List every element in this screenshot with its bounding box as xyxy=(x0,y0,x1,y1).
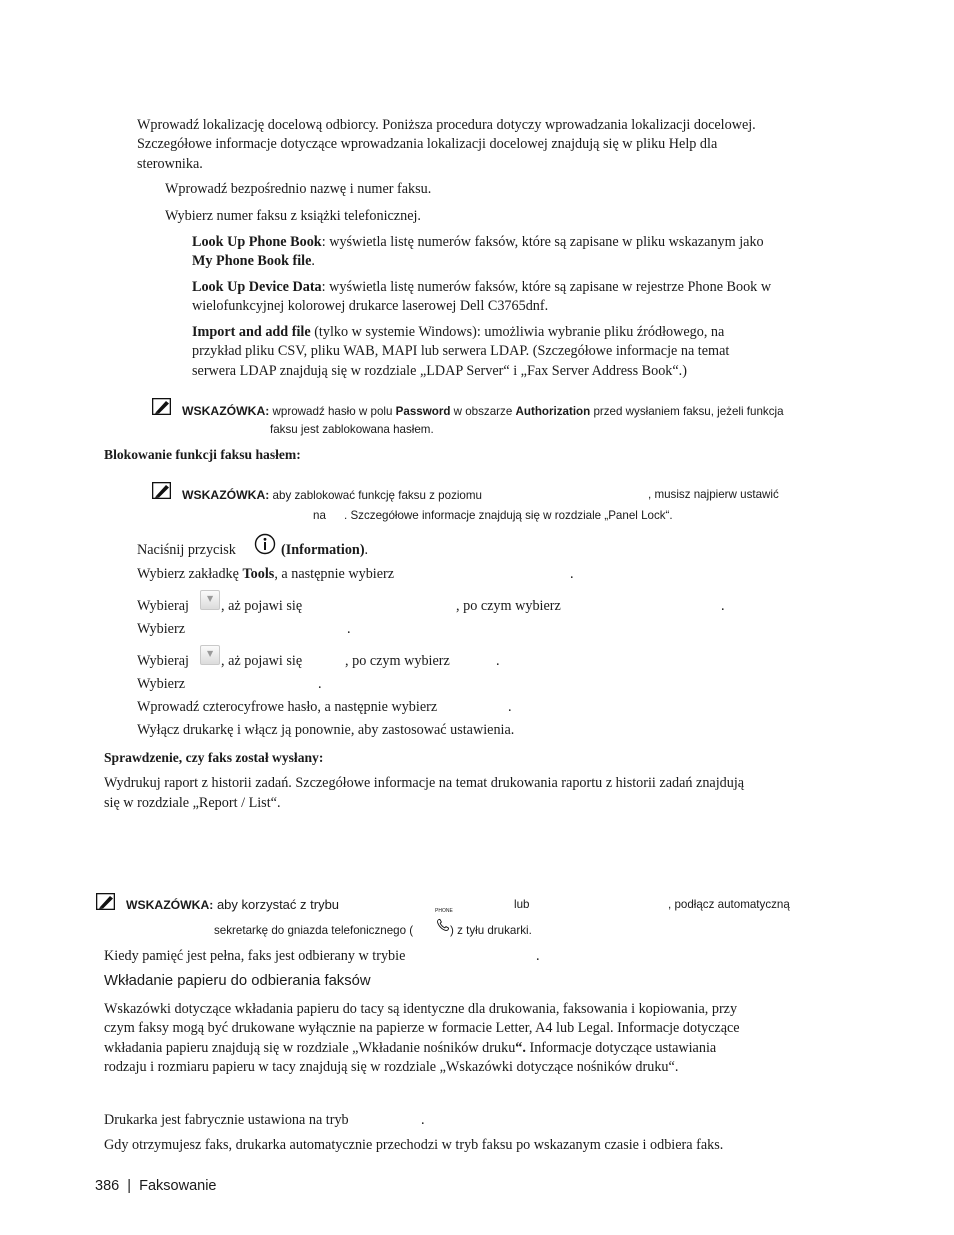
intro-line-3: sterownika. xyxy=(137,156,203,172)
step-enter-password: Wprowadź czterocyfrowe hasło, a następnie wybierz xyxy=(137,699,438,715)
paper-text-line-1: Wskazówki dotyczące wkładania papieru do tacy są identyczne dla drukowania, faksowania i kopiowania, przy xyxy=(104,1001,738,1017)
note-password-line-1: WSKAZÓWKA: wprowadź hasło w polu Password w obszarze Authorization przed wysłaniem faksu, jeżeli funkcja xyxy=(182,404,784,418)
scroll-down-icon: ▼ xyxy=(200,645,220,665)
note-panel-lock-ref: . Szczegółowe informacje znajdują się w rozdziale „Panel Lock“. xyxy=(344,509,673,522)
term-look-up-device-data: Look Up Device Data xyxy=(192,279,322,295)
step-press-information: Naciśnij przycisk xyxy=(137,542,236,558)
check-text-line-2: się w rozdziale „Report / List“. xyxy=(104,795,281,811)
term-my-phone-book-file: My Phone Book file xyxy=(192,253,312,269)
lookup-device-data-line-1: Look Up Device Data: wyświetla listę numerów faksów, które są zapisane w rejestrze Phone Book w xyxy=(192,279,772,295)
note-answering-machine-line-1: WSKAZÓWKA: aby korzystać z trybu xyxy=(126,897,340,912)
memory-full-text: Kiedy pamięć jest pełna, faks jest odbierany w trybie xyxy=(104,948,406,964)
pencil-note-icon xyxy=(152,482,171,499)
step-scroll-1: Wybieraj xyxy=(137,598,189,614)
section-name: Faksowanie xyxy=(139,1178,217,1194)
check-text-line-1: Wydrukuj raport z historii zadań. Szczegółowe informacje na temat drukowania raportu z historii zadań znajdują xyxy=(104,775,745,791)
step-select-1: Wybierz xyxy=(137,621,185,637)
note-panel-lock-na: na xyxy=(313,509,326,522)
heading-lock-fax: Blokowanie funkcji faksu hasłem: xyxy=(104,447,301,462)
pencil-note-icon xyxy=(96,893,115,910)
paper-text-line-2: czym faksy mogą być drukowane wyłącznie na papierze w formacie Letter, A4 lub Legal. Informacje dotyczące xyxy=(104,1020,740,1036)
note-label: WSKAZÓWKA: xyxy=(126,898,214,912)
scroll-down-icon: ▼ xyxy=(200,590,220,610)
note-password-line-2: faksu jest zablokowana hasłem. xyxy=(270,423,434,436)
info-icon xyxy=(254,533,276,555)
phone-port-label: PHONE xyxy=(435,908,453,914)
term-import-and-add-file: Import and add file xyxy=(192,324,311,340)
import-add-line-2: przykład pliku CSV, pliku WAB, MAPI lub serwera LDAP. (Szczegółowe informacje na temat xyxy=(192,343,730,359)
note-panel-lock-line-1: WSKAZÓWKA: aby zablokować funkcję faksu z poziomu xyxy=(182,488,482,502)
note-panel-lock-cont: , musisz najpierw ustawić xyxy=(648,488,779,501)
intro-line-1: Wprowadź lokalizację docelową odbiorcy. Poniższa procedura dotyczy wprowadzania lokalizacji docelowej. xyxy=(137,117,756,133)
heading-load-paper: Wkładanie papieru do odbierania faksów xyxy=(104,973,371,989)
term-look-up-phone-book: Look Up Phone Book xyxy=(192,234,322,250)
page-footer: 386 | Faksowanie xyxy=(95,1178,217,1194)
note-label: WSKAZÓWKA: xyxy=(182,488,270,502)
intro-line-2: Szczegółowe informacje dotyczące wprowadzania lokalizacji docelowej znajdują się w pliku Help dla xyxy=(137,136,718,152)
factory-mode-text: Drukarka jest fabrycznie ustawiona na tryb xyxy=(104,1112,349,1128)
lookup-device-data-line-2: wielofunkcyjnej kolorowej drukarce laserowej Dell C3765dnf. xyxy=(192,298,549,314)
heading-check-sent: Sprawdzenie, czy faks został wysłany: xyxy=(104,750,324,765)
lookup-phone-book-line-2: My Phone Book file. xyxy=(192,253,315,269)
import-add-line-3: serwera LDAP znajdują się w rozdziale „LDAP Server“ i „Fax Server Address Book“.) xyxy=(192,363,687,379)
step-press-information-label: (Information). xyxy=(281,542,369,558)
tools-tab-label: Tools xyxy=(242,566,275,582)
lookup-phone-book-line-1: Look Up Phone Book: wyświetla listę numerów faksów, które są zapisane w pliku wskazanym jako xyxy=(192,234,764,250)
paper-text-line-4: rodzaju i rozmiaru papieru w tacy znajdują się w rozdziale „Wskazówki dotyczące nośników druku“. xyxy=(104,1059,679,1075)
page-number: 386 xyxy=(95,1178,120,1194)
step-scroll-2: Wybieraj xyxy=(137,653,189,669)
option-direct: Wprowadź bezpośrednio nazwę i numer faksu. xyxy=(165,181,432,197)
phone-icon xyxy=(436,918,450,932)
step-restart: Wyłącz drukarkę i włącz ją ponownie, aby zastosować ustawienia. xyxy=(137,722,515,738)
note-label: WSKAZÓWKA: xyxy=(182,404,270,418)
note-answering-machine-line-2: sekretarkę do gniazda telefonicznego ( xyxy=(214,924,414,937)
option-phone-book: Wybierz numer faksu z książki telefonicznej. xyxy=(165,208,421,224)
step-select-tools: Wybierz zakładkę Tools, a następnie wybierz xyxy=(137,566,395,582)
receive-fax-text: Gdy otrzymujesz faks, drukarka automatycznie przechodzi w tryb faksu po wskazanym czasie i odbiera faks. xyxy=(104,1137,724,1153)
pencil-note-icon xyxy=(152,398,171,415)
import-add-line-1: Import and add file (tylko w systemie Windows): umożliwia wybranie pliku źródłowego, na xyxy=(192,324,725,340)
step-select-2: Wybierz xyxy=(137,676,185,692)
paper-text-line-3: wkładania papieru znajdują się w rozdziale „Wkładanie nośników druku“. Informacje dotyczące ustawiania xyxy=(104,1040,717,1056)
